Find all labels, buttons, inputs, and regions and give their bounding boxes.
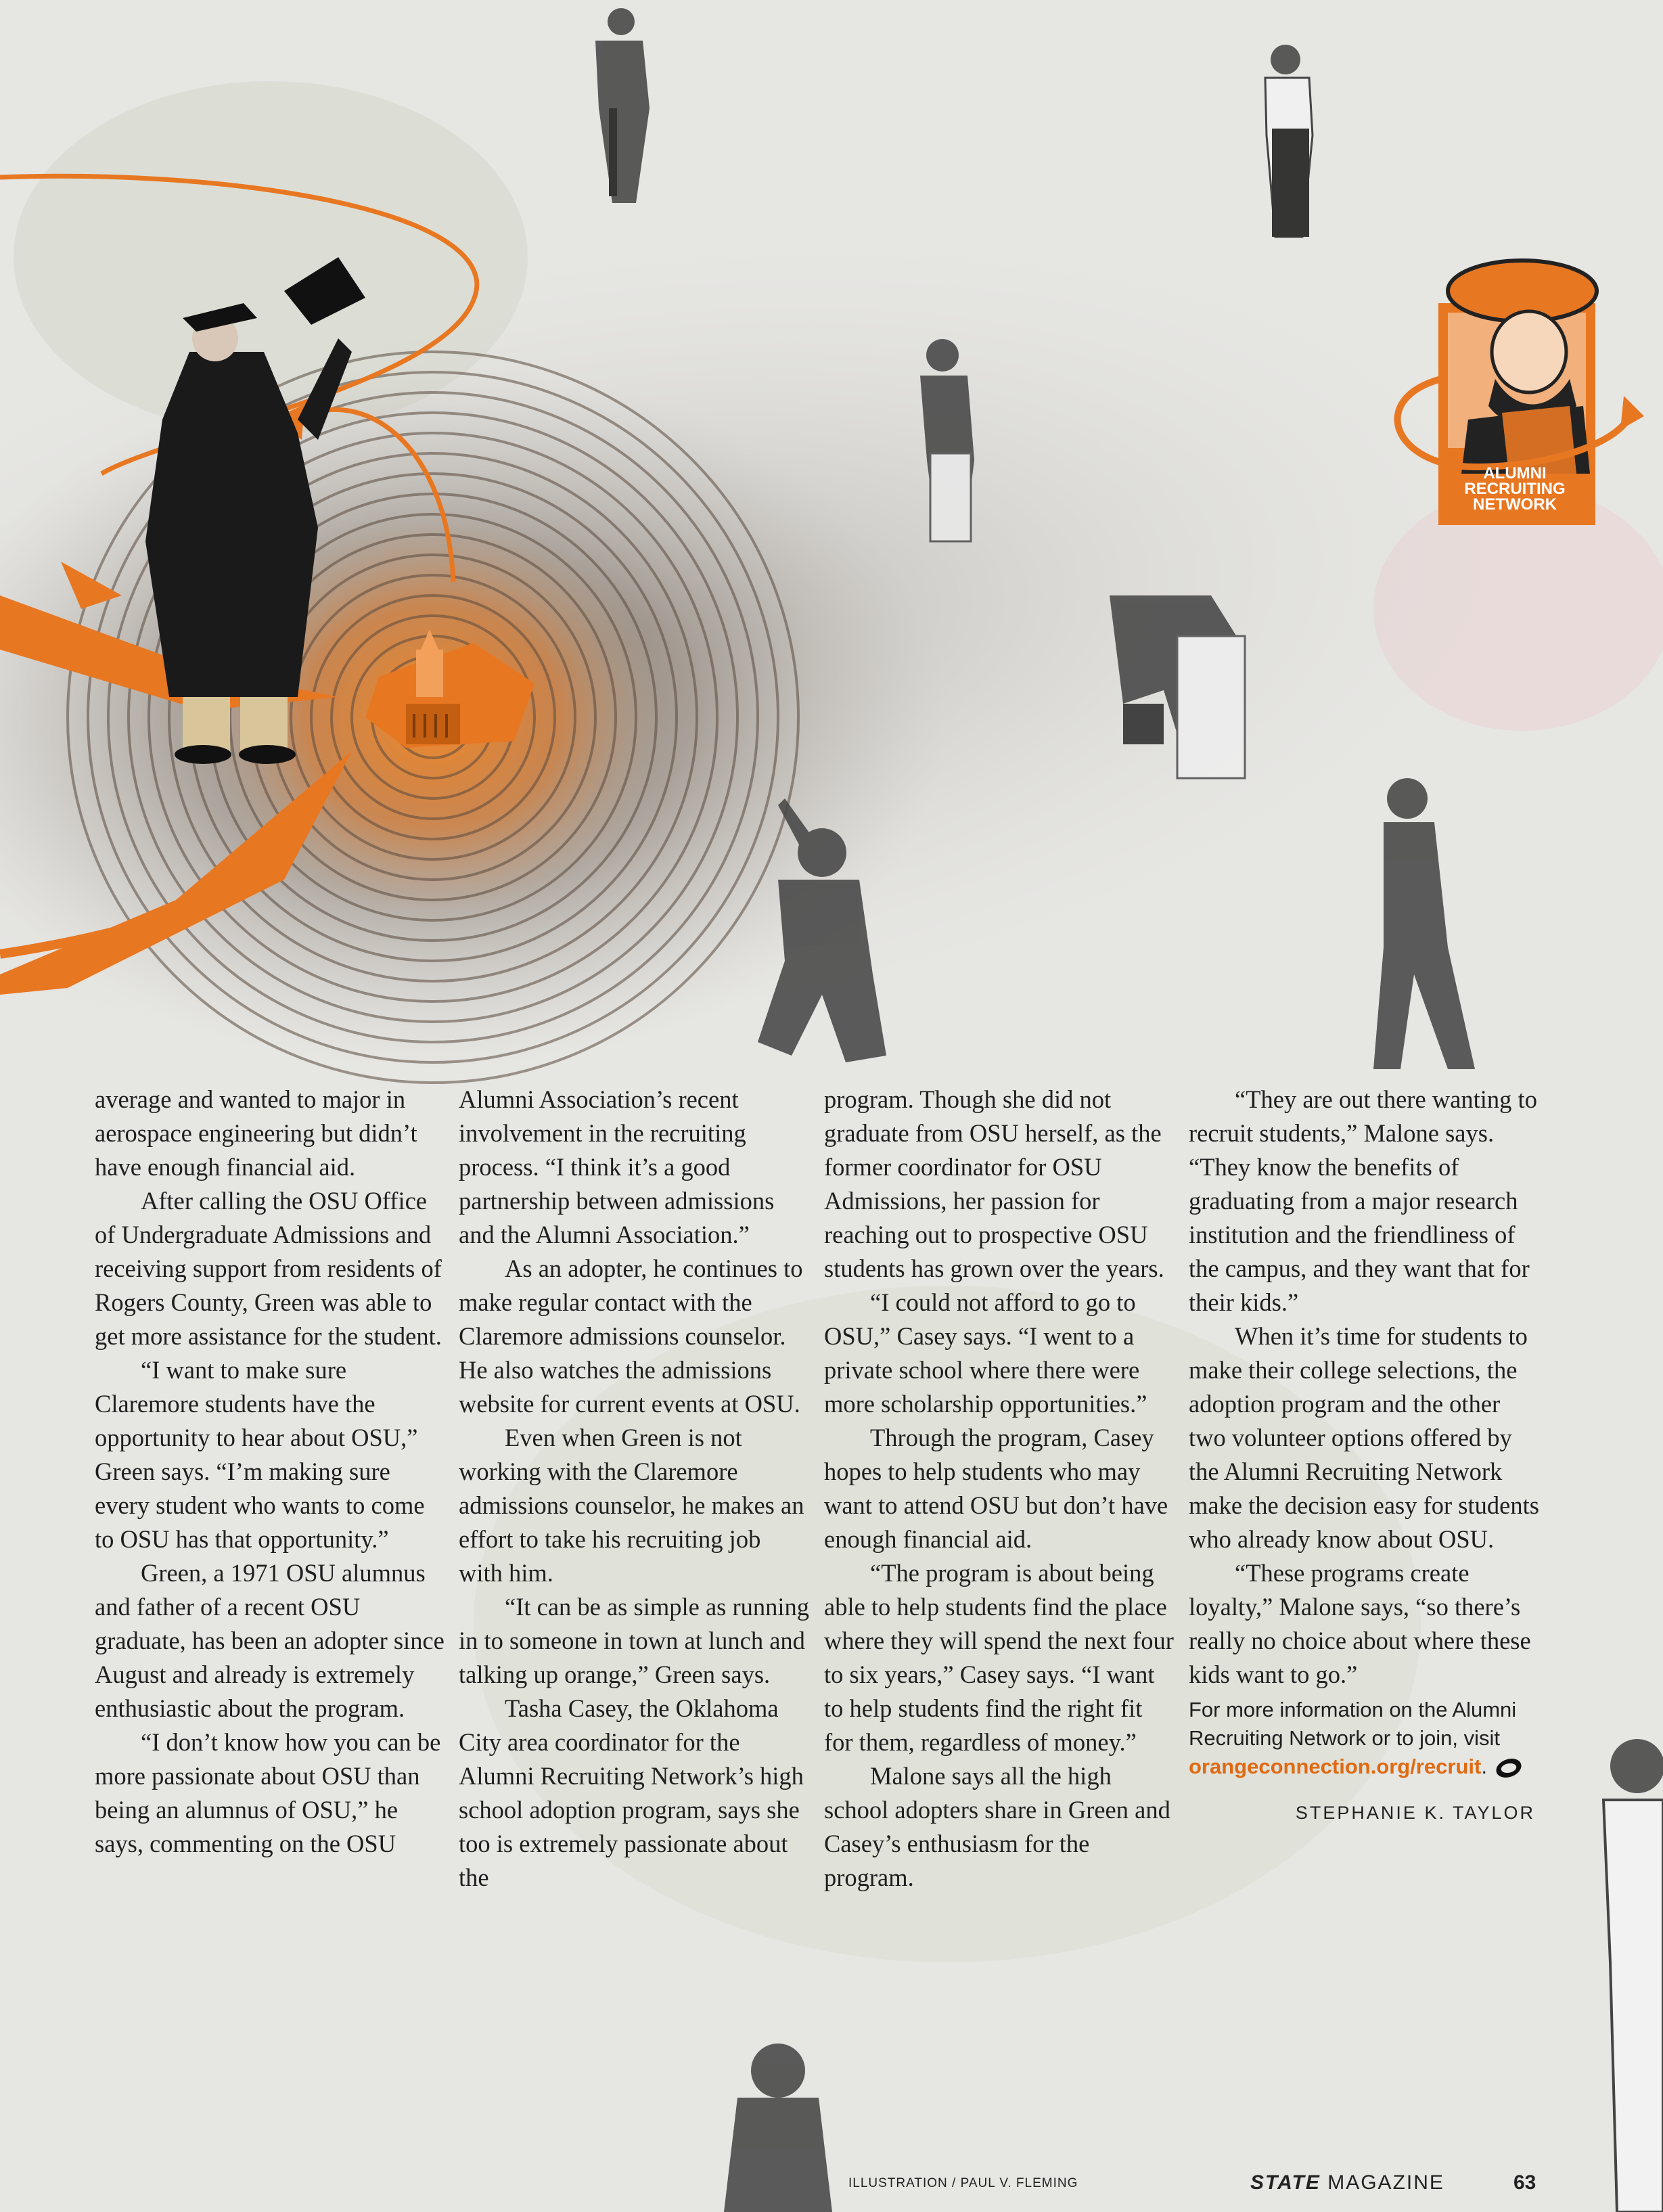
magazine-name	[1250, 2171, 1444, 2194]
paragraph: “They are out there wanting to recruit students,” Malone says. “They know the benefits of graduating from a major research institution and the friendliness of the campus, and they want that for their kids.”	[1189, 1085, 1537, 1316]
magazine-name-rest: MAGAZINE	[1320, 2171, 1444, 2194]
article-column-2	[459, 1083, 811, 1895]
page-number: 63	[1513, 2171, 1536, 2194]
paragraph: When it’s time for students to make their college selections, the adoption program and the other two volunteer options offered by the Alumni Recruiting Network make the decision easy for students who already know about OSU.	[1189, 1322, 1539, 1553]
paragraph: As an adopter, he continues to make regular contact with the Claremore admissions counselor. He also watches the admissions website for current events at OSU.	[459, 1255, 803, 1418]
paragraph: average and wanted to major in aerospace engineering but didn’t have enough financial aid.	[95, 1085, 417, 1181]
article-column-3	[824, 1083, 1176, 1895]
paragraph: Alumni Association’s recent involvement in the recruiting process. “I think it’s a good partnership between admissions and the Alumni Association.”	[459, 1085, 775, 1248]
paragraph: “I want to make sure Claremore students have the opportunity to hear about OSU,” Green says. “I’m making sure every student who wants to come to OSU has that opportunity.”	[95, 1356, 425, 1553]
paragraph: “It can be as simple as running in to someone in town at lunch and talking up orange,” Green says.	[459, 1593, 810, 1688]
paragraph: Through the program, Casey hopes to help students who may want to attend OSU but don’t have enough financial aid.	[824, 1424, 1168, 1553]
recruit-link[interactable]: orangeconnection.org/recruit	[1189, 1755, 1482, 1778]
paragraph: “These programs create loyalty,” Malone says, “so there’s really no choice about where these kids want to go.”	[1189, 1559, 1531, 1688]
article-column-4	[1189, 1083, 1541, 1830]
osu-o-logo-icon	[1493, 1759, 1524, 1778]
more-info-note	[1189, 1696, 1541, 1781]
illustration-credit: ILLUSTRATION / PAUL V. FLEMING	[848, 2176, 1078, 2190]
paragraph: Malone says all the high school adopters share in Green and Casey’s enthusiasm for the program.	[824, 1762, 1170, 1891]
alumni-recruiting-network-badge-text: ALUMNI RECRUITING NETWORK	[1464, 464, 1566, 514]
paragraph: Even when Green is not working with the Claremore admissions counselor, he makes an effort to take his recruiting job with him.	[459, 1424, 804, 1587]
magazine-name-bold: STATE	[1250, 2171, 1321, 2194]
paragraph: “The program is about being able to help students find the place where they will spend the next four to six years,” Casey says. “I want to help students find the right fit for them, regardless of money.”	[824, 1559, 1174, 1756]
paragraph: Tasha Casey, the Oklahoma City area coordinator for the Alumni Recruiting Network’s high school adoption program, says she too is extremely passionate about the	[459, 1694, 804, 1891]
author-byline: STEPHANIE K. TAYLOR	[1295, 1803, 1535, 1823]
paragraph: After calling the OSU Office of Undergraduate Admissions and receiving support from residents of Rogers County, Green was able to get more assistance for the student.	[95, 1187, 442, 1350]
paragraph: “I don’t know how you can be more passionate about OSU than being an alumnus of OSU,” he says, commenting on the OSU	[95, 1728, 441, 1857]
paragraph: Green, a 1971 OSU alumnus and father of a recent OSU graduate, has been an adopter since August and already is extremely enthusiastic about the program.	[95, 1559, 445, 1722]
paragraph: program. Though she did not graduate from OSU herself, as the former coordinator for OSU Admissions, her passion for reaching out to prospective OSU students has grown over the years.	[824, 1085, 1164, 1282]
article-column-1	[95, 1083, 447, 1861]
more-info-text: For more information on the Alumni Recruiting Network or to join, visit	[1189, 1698, 1517, 1750]
more-info-end: .	[1481, 1755, 1487, 1778]
paragraph: “I could not afford to go to OSU,” Casey says. “I went to a private school where there were more scholarship opportunities.”	[824, 1288, 1147, 1418]
